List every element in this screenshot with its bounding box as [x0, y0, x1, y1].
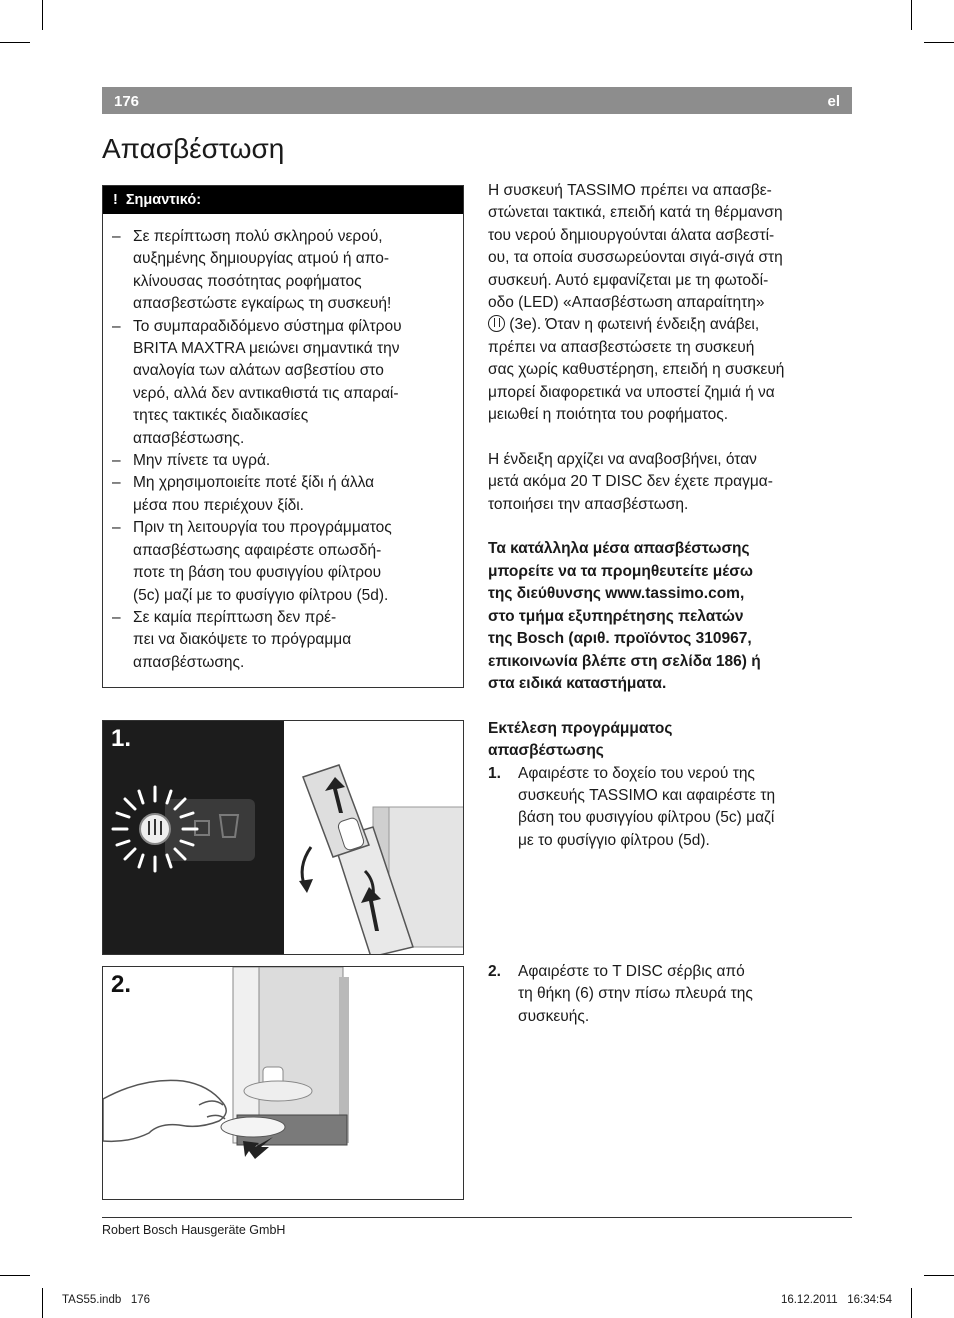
supply-note: Τα κατάλληλα μέσα απασβέστωσης μπορείτε να τα προμηθευτείτε μέσω της διεύθυνσης www.tassimo.com, στο τμήμα εξυπηρέτησης πελατών της Bosch (αριθ. προϊόντος 310967, επικοινωνία βλέπε στη σελίδα 186) ή στα ειδικά καταστήματα. — [488, 540, 761, 692]
list-item: – Σε καμία περίπτωση δεν πρέ- πει να διακόψετε το πρόγραμμα απασβέστωσης. — [112, 608, 352, 671]
figure-number-1: 1. — [111, 725, 132, 752]
blink-note: Η ένδειξη αρχίζει να αναβοσβήνει, όταν μετά ακόμα 20 T DISC δεν έχετε πραγμα- τοποιήσει την απασβέστωση. — [488, 450, 773, 513]
notice-heading-text: Σημαντικό: — [125, 192, 202, 208]
print-slug-date: 16.12.2011 16:34:54 — [780, 1294, 892, 1306]
figure-number-2: 2. — [111, 971, 132, 998]
procedure-heading: Εκτέλεση προγράμματος απασβέστωσης — [488, 719, 673, 760]
crop-mark — [911, 0, 912, 30]
list-item: – Το συμπαραδιδόμενο σύστημα φίλτρου BRITA MAXTRA μειώνει σημαντικά την αναλογία των αλάτων ασβεστίου στο νερό, αλλά δεν αντικαθιστά τις απαραί- τητες τακτικές διαδικασίες απασβέστωσης. — [112, 317, 402, 447]
right-column — [488, 180, 856, 1025]
crop-mark — [0, 1275, 30, 1276]
list-item: – Μην πίνετε τα υγρά. — [112, 452, 271, 470]
crop-mark — [0, 42, 30, 43]
crop-mark — [42, 0, 43, 30]
notice-list — [103, 214, 463, 674]
descale-led-icon — [488, 315, 505, 332]
illustration — [103, 967, 464, 1200]
crop-mark — [924, 42, 954, 43]
crop-mark — [42, 1288, 43, 1318]
intro-paragraph: Η συσκευή TASSIMO πρέπει να απασβε- στώνεται τακτικά, επειδή κατά τη θέρμανση του νερού δημιουργούνται άλατα ασβεστί- ου, τα οποία συσσωρεύονται σιγά-σιγά στη συσκευή. Αυτό εμφανίζεται με τη φωτοδί- οδο (LED) «Απασβέστωση απαραίτητη» (3e). Όταν η φωτεινή ένδειξη ανάβει, πρέπει να απασβεστώσετε τη συσκευή σας χωρίς καθυστέρηση, επειδή η συσκευή μπορεί διαφορετικά να υποστεί ζημιά ή να μειωθεί η ποιότητα του ροφήματος. — [488, 182, 785, 424]
list-item: – Σε περίπτωση πολύ σκληρού νερού, αυξημένης δημιουργίας ατμού ή απο- κλίνουσας ποσότητας ροφήματος απασβεστώστε εγκαίρως τη συσκευή! — [112, 228, 392, 313]
exclamation-icon: ! — [113, 192, 118, 208]
illustration — [103, 721, 464, 955]
step-2: 2. Αφαιρέστε το T DISC σέρβις από τη θήκη (6) στην πίσω πλευρά της συσκευής. — [488, 963, 753, 1025]
list-item: – Μη χρησιμοποιείτε ποτέ ξίδι ή άλλα μέσα που περιέχουν ξίδι. — [112, 474, 375, 514]
page-number: 176 — [114, 93, 140, 110]
footer-rule — [102, 1217, 852, 1218]
footer-company: Robert Bosch Hausgeräte GmbH — [102, 1223, 286, 1237]
language-code: el — [827, 93, 840, 110]
print-slug-file: TAS55.indb 176 — [62, 1294, 151, 1306]
notice-heading — [103, 186, 463, 214]
page-header-bar — [102, 87, 852, 114]
list-item: – Πριν τη λειτουργία του προγράμματος απασβέστωσης αφαιρέστε οπωσδή- ποτε τη βάση του φυσιγγίου φίλτρου (5c) μαζί με το φυσίγγιο φίλτρου (5d). — [112, 519, 392, 604]
figure-remove-water-tank — [102, 720, 464, 955]
crop-mark — [911, 1288, 912, 1318]
figure-remove-service-disc — [102, 966, 464, 1200]
crop-mark — [924, 1275, 954, 1276]
page-title: Απασβέστωση — [102, 133, 285, 164]
step-1: 1. Αφαιρέστε το δοχείο του νερού της συσκευής TASSIMO και αφαιρέστε τη βάση του φυσιγγίου φίλτρου (5c) μαζί με το φυσίγγιο φίλτρου (5d). — [488, 764, 776, 849]
important-notice-box — [102, 185, 464, 688]
